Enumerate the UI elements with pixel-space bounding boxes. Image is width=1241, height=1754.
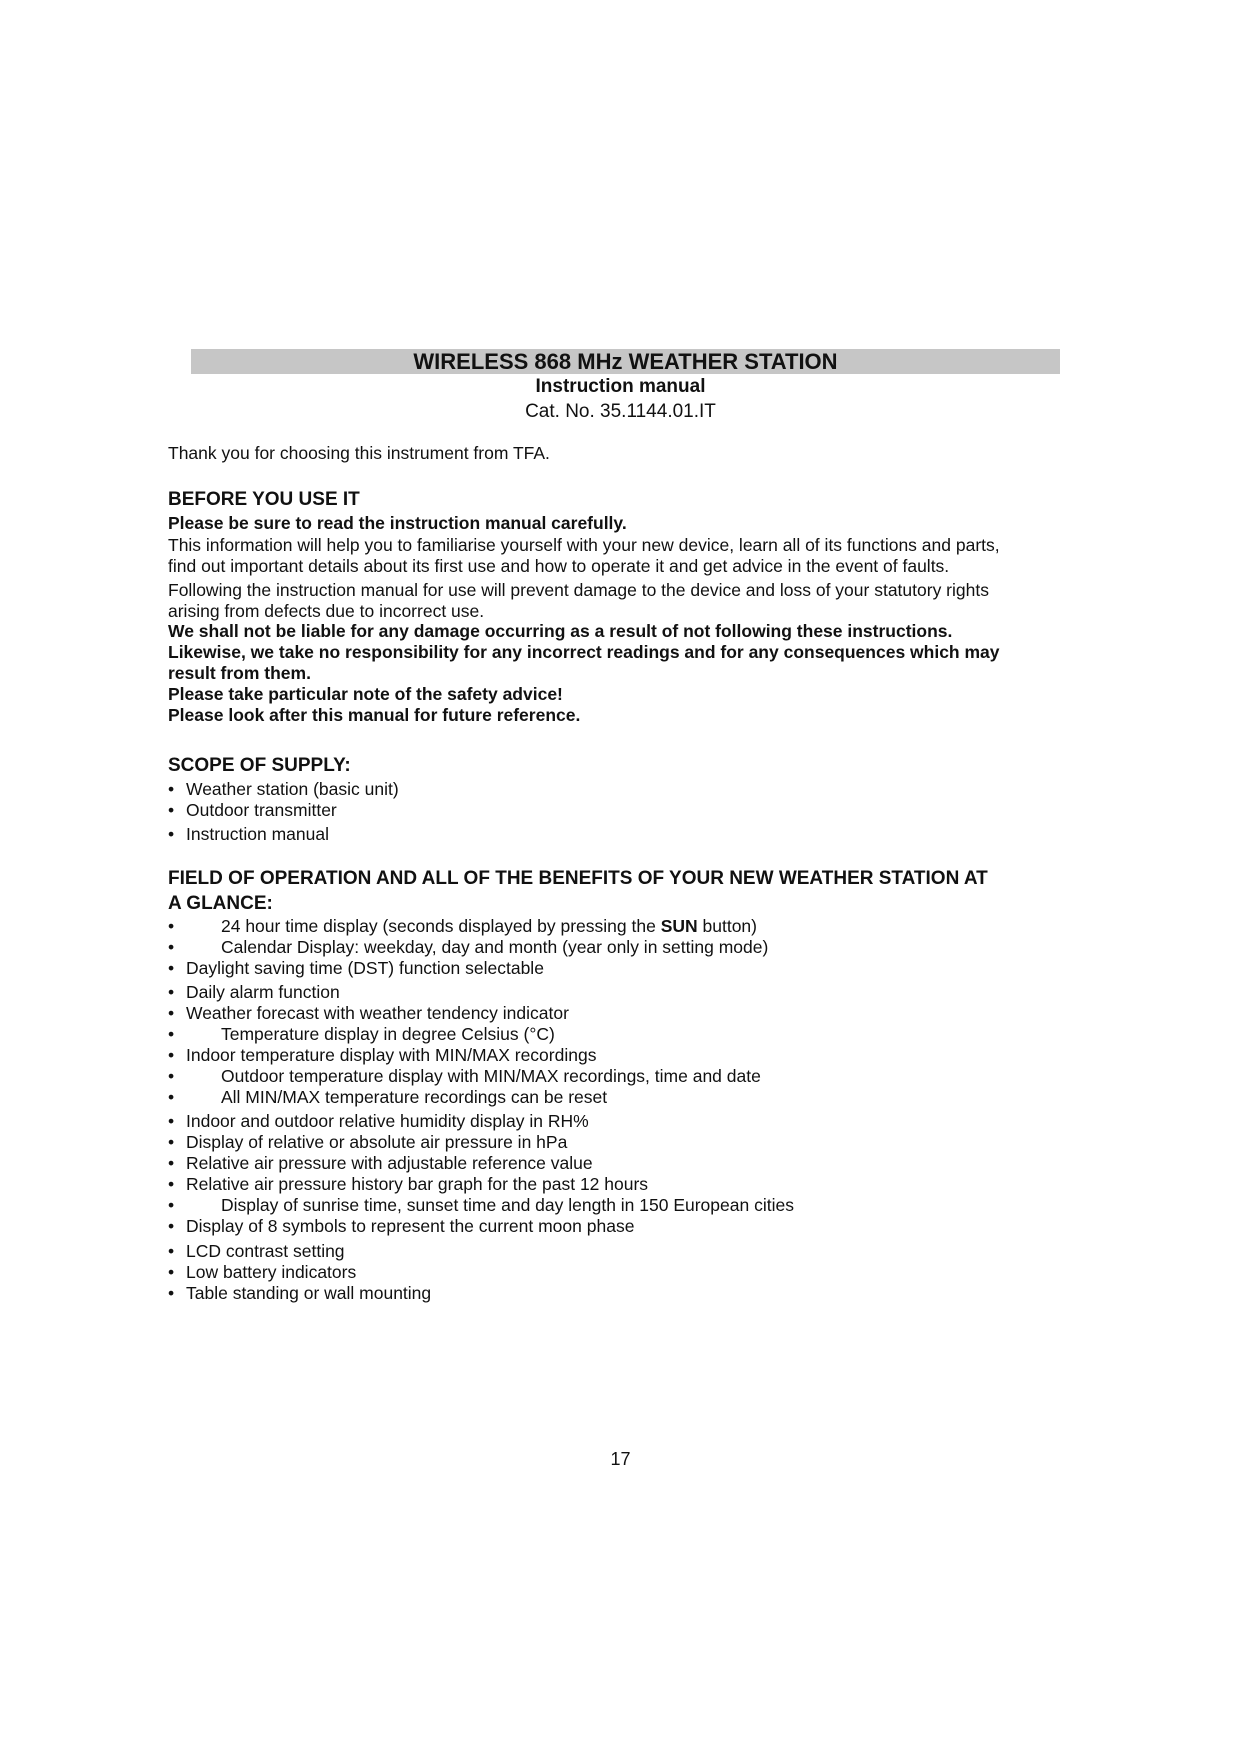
before-para-1-line-2: find out important details about its first use and how to operate it and get advice in the event of faults. [168, 556, 950, 576]
before-bold-4: Please take particular note of the safety advice! [168, 684, 563, 704]
before-heading: BEFORE YOU USE IT [168, 489, 360, 510]
before-para-2-line-1: Following the instruction manual for use will prevent damage to the device and loss of your statutory rights [168, 580, 989, 600]
bullet-icon: • [168, 779, 175, 799]
before-bold-3-line-2: result from them. [168, 663, 311, 683]
bullet-icon: • [168, 982, 175, 1002]
bullet-icon: • [168, 937, 175, 957]
bullet-icon: • [168, 1045, 175, 1065]
bullet-icon: • [168, 1153, 175, 1173]
bullet-icon: • [168, 1111, 175, 1131]
bullet-icon: • [168, 824, 175, 844]
bullet-icon: • [168, 1241, 175, 1261]
bullet-icon: • [168, 1195, 175, 1215]
page-number: 17 [610, 1449, 631, 1469]
before-bold-5: Please look after this manual for future reference. [168, 705, 581, 725]
bullet-icon: • [168, 800, 175, 820]
before-bold-3-line-1: Likewise, we take no responsibility for any incorrect readings and for any consequences which may [168, 642, 1000, 662]
document-subtitle: Instruction manual [535, 376, 706, 397]
intro-text: Thank you for choosing this instrument from TFA. [168, 443, 550, 463]
bullet-icon: • [168, 1024, 175, 1044]
bullet-icon: • [168, 1174, 175, 1194]
bullet-icon: • [168, 1283, 175, 1303]
document-title: WIRELESS 868 MHz WEATHER STATION [191, 349, 1060, 374]
bullet-icon: • [168, 1087, 175, 1107]
before-para-1-line-1: This information will help you to familiarise yourself with your new device, learn all of its functions and parts, [168, 535, 1000, 555]
bullet-icon: • [168, 1066, 175, 1086]
before-bold-2: We shall not be liable for any damage occurring as a result of not following these instructions. [168, 621, 953, 641]
scope-heading: SCOPE OF SUPPLY: [168, 755, 351, 776]
before-bold-1: Please be sure to read the instruction manual carefully. [168, 513, 627, 533]
bullet-icon: • [168, 1262, 175, 1282]
field-heading-line-2: A GLANCE: [168, 893, 273, 914]
field-heading-line-1: FIELD OF OPERATION AND ALL OF THE BENEFITS OF YOUR NEW WEATHER STATION AT [168, 868, 988, 889]
bullet-icon: • [168, 1216, 175, 1236]
bullet-icon: • [168, 958, 175, 978]
catalog-number: Cat. No. 35.1144.01.IT [525, 401, 716, 422]
bullet-icon: • [168, 916, 175, 936]
bullet-icon: • [168, 1003, 175, 1023]
bullet-icon: • [168, 1132, 175, 1152]
before-para-2-line-2: arising from defects due to incorrect use. [168, 601, 485, 621]
